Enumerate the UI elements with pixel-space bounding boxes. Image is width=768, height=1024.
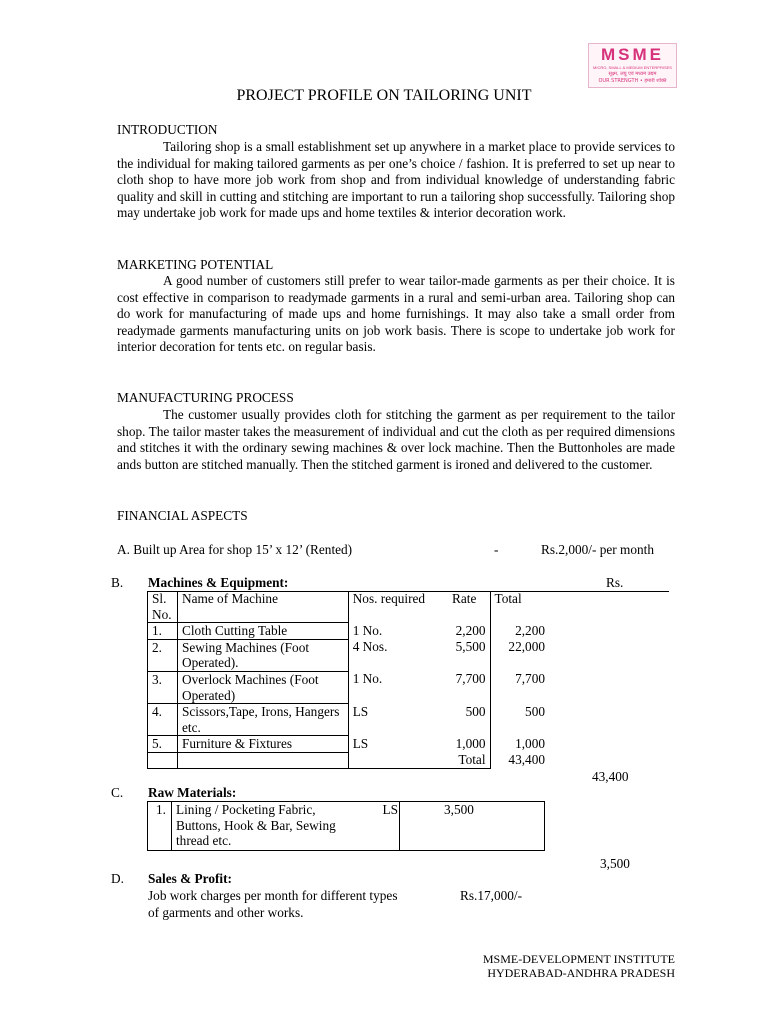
row-rate: 500 [448,704,490,736]
table-row [148,639,550,671]
intro-text: Tailoring shop is a small establishment set up anywhere in a market place to provide services to the individual for making tailored garments as per one’s choice / fashion. It is preferred to set up near to cloth shop to have more job work from shop and from individual knowledge of understanding fabric quality and skill in cutting and stitching are important to run a tailoring shop successfully. Tailoring shop may undertake job work for made ups and home textiles & interior decoration work. [117,139,675,221]
marketing-paragraph [117,273,675,356]
row-sl: 4. [148,704,178,736]
total-row-sl [148,752,178,768]
machines-currency: Rs. [606,575,624,590]
footer [483,952,675,980]
total-label: Total [448,752,490,768]
row-name: Sewing Machines (Foot Operated). [177,639,348,671]
sales-line1: Job work charges per month for different types [148,888,398,903]
total-value: 43,400 [508,752,545,768]
row-nos: 4 Nos. [352,639,388,655]
row-sl: 1. [148,623,178,640]
table-row [148,736,550,753]
msme-logo-line3: OUR STRENGTH • हमारी शक्ति [598,78,667,84]
marketing-heading: MARKETING POTENTIAL [117,257,274,272]
row-name: Cloth Cutting Table [177,623,348,640]
machines-table [147,591,549,769]
msme-logo-line1: MICRO, SMALL & MEDIUM ENTERPRISES [593,65,672,70]
manufacturing-paragraph [117,407,675,473]
row-sl: 5. [148,736,178,753]
sales-line2: of garments and other works. [148,905,304,920]
msme-logo [588,43,677,88]
table-row [148,623,550,640]
row-total: 500 [525,703,545,719]
row-rate: 1,000 [448,736,490,753]
total-row-name [177,752,348,768]
machines-subtotal: 43,400 [592,769,629,784]
raw-heading: Raw Materials: [148,785,237,800]
intro-heading: INTRODUCTION [117,122,218,137]
built-up-area-amount: Rs.2,000/- per month [541,542,655,557]
row-nos: 1 No. [352,671,383,687]
sales-letter: D. [111,871,124,886]
page-title: PROJECT PROFILE ON TAILORING UNIT [236,87,532,104]
footer-line2: HYDERABAD-ANDHRA PRADESH [487,966,675,980]
row-sl: 3. [148,671,178,703]
footer-line1: MSME-DEVELOPMENT INSTITUTE [482,952,675,966]
row-rate: 2,200 [448,623,490,640]
header-sl: Sl. No. [148,591,178,623]
raw-materials-table [147,801,545,851]
msme-logo-line2: सूक्ष्म, लघु एवं मध्यम उद्यम [608,71,657,77]
table-row [148,671,550,703]
manufacturing-text: The customer usually provides cloth for stitching the garment as per requirement to the tailor shop. The tailor master takes the measurement of individual and cut the cloth as per required dimensions and stitches it with the ordinary sewing machines & over lock machine. Then the Buttonholes are made ands button are stitched manually. Then the stitched garment is ironed and delivered to the customer. [117,407,675,472]
intro-paragraph [117,139,675,222]
msme-logo-mark: MSME [601,45,664,64]
machines-heading: Machines & Equipment: [148,575,289,590]
raw-row-sl: 1. [148,802,172,851]
marketing-text: A good number of customers still prefer to wear tailor-made garments as per their choice. It is cost effective in comparison to readymade garments in a rural and semi-urban area. Tailoring shop can do work for manufacturing of made ups and home furnishings. It may also take a small order from readymade garments manufacturing units on job work basis. There is scope to undertake job work for interior decoration for tents etc. on regular basis. [117,273,675,355]
header-name: Name of Machine [177,591,348,623]
raw-letter: C. [111,785,124,800]
raw-row-qty: LS [382,802,398,817]
row-nos: LS [352,735,369,751]
header-nos: Nos. required [348,591,448,623]
manufacturing-heading: MANUFACTURING PROCESS [117,390,294,405]
raw-row-name-cell [171,802,399,851]
machines-letter: B. [111,575,124,590]
row-nos: LS [352,703,369,719]
table-total-row [148,752,550,768]
raw-row-name: Lining / Pocketing Fabric, Buttons, Hook & Bar, Sewing thread etc. [175,802,336,849]
row-total: 2,200 [515,622,545,638]
header-rate: Rate [448,591,490,623]
built-up-area-dash: - [494,542,499,557]
row-rate: 7,700 [448,671,490,703]
table-row [148,704,550,736]
table-row [148,802,545,851]
header-total: Total [490,591,549,623]
row-sl: 2. [148,639,178,671]
row-name: Furniture & Fixtures [177,736,348,753]
raw-subtotal: 3,500 [600,856,630,871]
row-name: Overlock Machines (Foot Operated) [177,671,348,703]
row-total: 22,000 [508,639,545,655]
row-total: 1,000 [515,735,545,751]
row-nos: 1 No. [352,622,383,638]
raw-row-value: 3,500 [399,802,544,851]
row-name: Scissors,Tape, Irons, Hangers etc. [177,704,348,736]
total-row-nos [348,752,448,768]
table-header-row [148,591,550,623]
sales-heading: Sales & Profit: [148,871,232,886]
sales-amount: Rs.17,000/- [460,888,523,903]
row-rate: 5,500 [448,639,490,671]
built-up-area-text: A. Built up Area for shop 15’ x 12’ (Rented) [117,542,353,557]
financial-heading: FINANCIAL ASPECTS [117,508,248,523]
row-total: 7,700 [515,671,545,687]
